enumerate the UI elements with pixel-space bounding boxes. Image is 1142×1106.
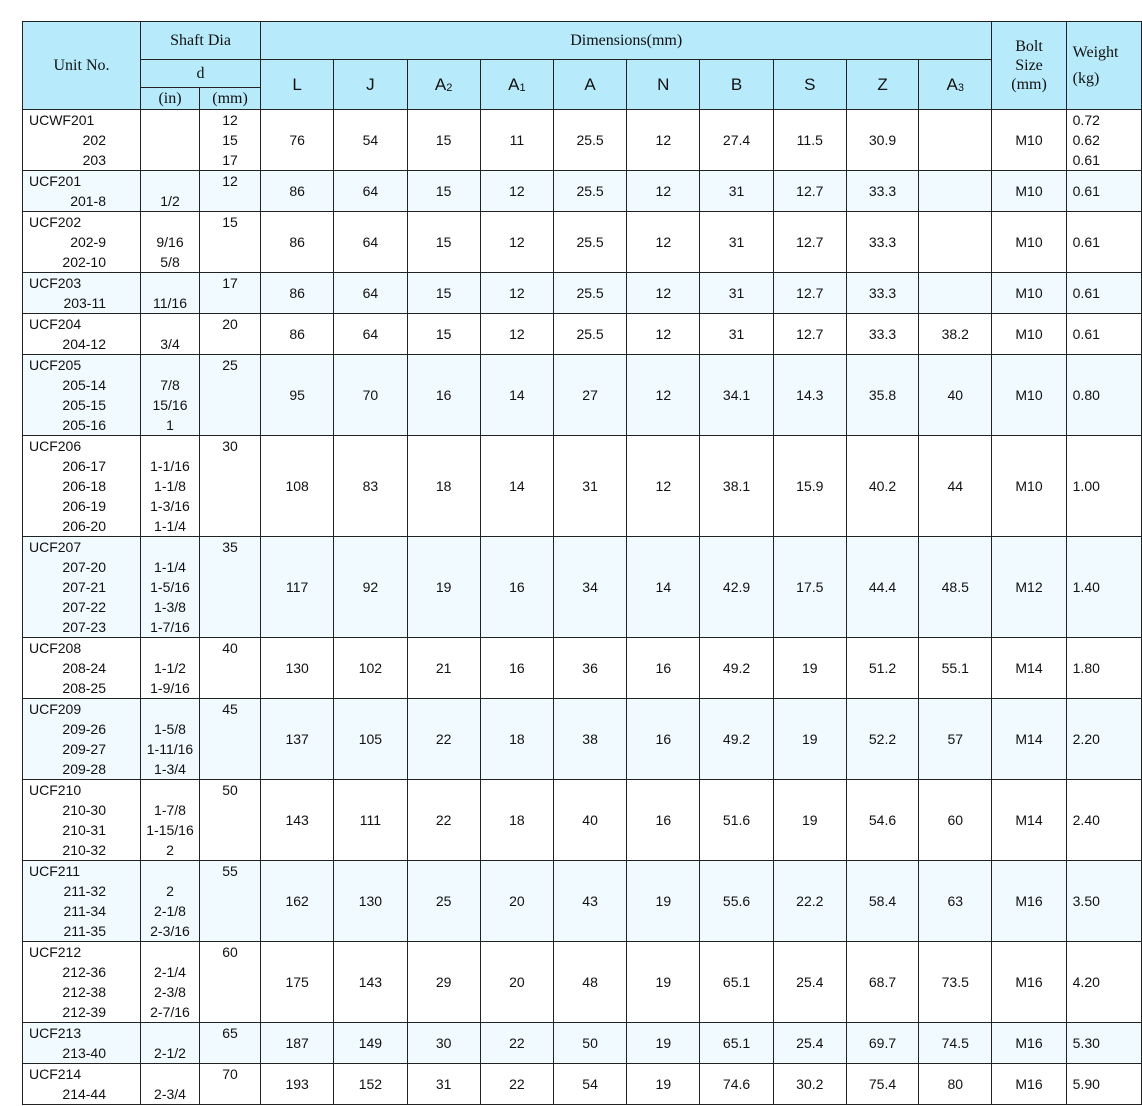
cell-l: 187 bbox=[261, 1023, 334, 1064]
cell-a2: 15 bbox=[407, 171, 480, 212]
cell-z: 33.3 bbox=[846, 314, 918, 355]
cell-j: 70 bbox=[334, 355, 407, 436]
cell-s: 12.7 bbox=[773, 212, 846, 273]
cell-l: 130 bbox=[261, 638, 334, 699]
weight-cell: 2.20 bbox=[1066, 699, 1141, 780]
cell-s: 19 bbox=[773, 699, 846, 780]
cell-bolt: M14 bbox=[992, 699, 1066, 780]
cell-a: 50 bbox=[553, 1023, 626, 1064]
cell-bolt: M16 bbox=[992, 1023, 1066, 1064]
cell-a: 25.5 bbox=[553, 110, 626, 171]
cell-l: 117 bbox=[261, 537, 334, 638]
bearing-spec-table bbox=[22, 21, 1142, 1105]
cell-s: 15.9 bbox=[773, 436, 846, 537]
cell-b: 51.6 bbox=[700, 780, 773, 861]
cell-bolt: M10 bbox=[992, 355, 1066, 436]
cell-a3 bbox=[919, 273, 992, 314]
cell-j: 111 bbox=[334, 780, 407, 861]
shaft-in-cell: 2-1/4 2-3/8 2-7/16 bbox=[141, 942, 200, 1023]
table-row bbox=[23, 1064, 1142, 1105]
cell-a1: 16 bbox=[480, 638, 553, 699]
cell-a2: 21 bbox=[407, 638, 480, 699]
cell-a2: 15 bbox=[407, 212, 480, 273]
cell-a1: 12 bbox=[480, 212, 553, 273]
cell-b: 31 bbox=[700, 273, 773, 314]
unit-no-cell: UCF212 212-36 212-38 212-39 bbox=[23, 942, 141, 1023]
cell-a: 25.5 bbox=[553, 314, 626, 355]
cell-z: 40.2 bbox=[846, 436, 918, 537]
weight-cell: 1.00 bbox=[1066, 436, 1141, 537]
cell-n: 16 bbox=[627, 699, 700, 780]
cell-bolt: M16 bbox=[992, 861, 1066, 942]
cell-a1: 12 bbox=[480, 273, 553, 314]
shaft-in-cell: 11/16 bbox=[141, 273, 200, 314]
cell-n: 12 bbox=[627, 273, 700, 314]
unit-no-cell: UCF208 208-24 208-25 bbox=[23, 638, 141, 699]
cell-z: 75.4 bbox=[846, 1064, 918, 1105]
cell-b: 27.4 bbox=[700, 110, 773, 171]
weight-cell: 4.20 bbox=[1066, 942, 1141, 1023]
cell-a: 40 bbox=[553, 780, 626, 861]
unit-no-cell: UCWF201 202 203 bbox=[23, 110, 141, 171]
cell-a1: 18 bbox=[480, 699, 553, 780]
weight-cell: 3.50 bbox=[1066, 861, 1141, 942]
cell-b: 74.6 bbox=[700, 1064, 773, 1105]
cell-bolt: M16 bbox=[992, 1064, 1066, 1105]
cell-s: 25.4 bbox=[773, 942, 846, 1023]
shaft-in-cell: 1-1/4 1-5/16 1-3/8 1-7/16 bbox=[141, 537, 200, 638]
cell-n: 16 bbox=[627, 780, 700, 861]
cell-a2: 15 bbox=[407, 110, 480, 171]
table-row bbox=[23, 273, 1142, 314]
unit-no-cell: UCF211 211-32 211-34 211-35 bbox=[23, 861, 141, 942]
shaft-in-cell: 9/16 5/8 bbox=[141, 212, 200, 273]
cell-a2: 19 bbox=[407, 537, 480, 638]
cell-a3: 63 bbox=[919, 861, 992, 942]
cell-n: 19 bbox=[627, 1023, 700, 1064]
cell-s: 19 bbox=[773, 638, 846, 699]
cell-z: 51.2 bbox=[846, 638, 918, 699]
cell-a3: 57 bbox=[919, 699, 992, 780]
cell-b: 31 bbox=[700, 314, 773, 355]
cell-j: 102 bbox=[334, 638, 407, 699]
shaft-dia-header: Shaft Dia bbox=[141, 22, 261, 60]
cell-j: 130 bbox=[334, 861, 407, 942]
cell-b: 34.1 bbox=[700, 355, 773, 436]
cell-b: 49.2 bbox=[700, 638, 773, 699]
cell-b: 65.1 bbox=[700, 1023, 773, 1064]
table-row bbox=[23, 942, 1142, 1023]
shaft-in-cell: 1/2 bbox=[141, 171, 200, 212]
dim-header: $A_2$ bbox=[407, 60, 480, 110]
cell-l: 86 bbox=[261, 273, 334, 314]
cell-z: 35.8 bbox=[846, 355, 918, 436]
shaft-mm-cell: 15 bbox=[200, 212, 261, 273]
cell-n: 12 bbox=[627, 436, 700, 537]
cell-bolt: M10 bbox=[992, 212, 1066, 273]
unit-no-cell: UCF214 214-44 bbox=[23, 1064, 141, 1105]
cell-n: 12 bbox=[627, 355, 700, 436]
cell-a: 48 bbox=[553, 942, 626, 1023]
table-row bbox=[23, 436, 1142, 537]
cell-a1: 14 bbox=[480, 436, 553, 537]
cell-a2: 25 bbox=[407, 861, 480, 942]
dim-header: Z bbox=[846, 60, 918, 110]
cell-s: 14.3 bbox=[773, 355, 846, 436]
cell-l: 137 bbox=[261, 699, 334, 780]
cell-a2: 31 bbox=[407, 1064, 480, 1105]
cell-a: 43 bbox=[553, 861, 626, 942]
table-row bbox=[23, 699, 1142, 780]
cell-bolt: M10 bbox=[992, 314, 1066, 355]
unit-no-cell: UCF205 205-14 205-15 205-16 bbox=[23, 355, 141, 436]
cell-bolt: M10 bbox=[992, 436, 1066, 537]
cell-bolt: M16 bbox=[992, 942, 1066, 1023]
cell-s: 17.5 bbox=[773, 537, 846, 638]
cell-n: 19 bbox=[627, 942, 700, 1023]
unit-no-cell: UCF202 202-9 202-10 bbox=[23, 212, 141, 273]
cell-z: 58.4 bbox=[846, 861, 918, 942]
cell-z: 33.3 bbox=[846, 273, 918, 314]
shaft-mm-cell: 30 bbox=[200, 436, 261, 537]
cell-j: 83 bbox=[334, 436, 407, 537]
dim-header: A bbox=[553, 60, 626, 110]
shaft-in-cell: 1-1/16 1-1/8 1-3/16 1-1/4 bbox=[141, 436, 200, 537]
weight-cell: 1.40 bbox=[1066, 537, 1141, 638]
cell-a3: 60 bbox=[919, 780, 992, 861]
cell-l: 86 bbox=[261, 212, 334, 273]
cell-a: 27 bbox=[553, 355, 626, 436]
cell-bolt: M12 bbox=[992, 537, 1066, 638]
table-row bbox=[23, 314, 1142, 355]
unit-no-cell: UCF207 207-20 207-21 207-22 207-23 bbox=[23, 537, 141, 638]
cell-l: 162 bbox=[261, 861, 334, 942]
cell-l: 193 bbox=[261, 1064, 334, 1105]
cell-a1: 14 bbox=[480, 355, 553, 436]
weight-cell: 0.61 bbox=[1066, 171, 1141, 212]
cell-n: 12 bbox=[627, 110, 700, 171]
cell-a1: 22 bbox=[480, 1023, 553, 1064]
cell-z: 69.7 bbox=[846, 1023, 918, 1064]
shaft-mm-cell: 70 bbox=[200, 1064, 261, 1105]
cell-a1: 20 bbox=[480, 942, 553, 1023]
table-body bbox=[23, 110, 1142, 1105]
table-row bbox=[23, 780, 1142, 861]
cell-b: 31 bbox=[700, 171, 773, 212]
shaft-mm-cell: 50 bbox=[200, 780, 261, 861]
cell-a: 36 bbox=[553, 638, 626, 699]
cell-j: 105 bbox=[334, 699, 407, 780]
cell-a3 bbox=[919, 171, 992, 212]
cell-s: 19 bbox=[773, 780, 846, 861]
cell-bolt: M14 bbox=[992, 780, 1066, 861]
cell-j: 149 bbox=[334, 1023, 407, 1064]
table-row bbox=[23, 638, 1142, 699]
cell-b: 65.1 bbox=[700, 942, 773, 1023]
shaft-in-cell: 1-1/2 1-9/16 bbox=[141, 638, 200, 699]
table-row bbox=[23, 1023, 1142, 1064]
shaft-mm-cell: 12 bbox=[200, 171, 261, 212]
cell-a3: 38.2 bbox=[919, 314, 992, 355]
shaft-in-cell: 2-1/2 bbox=[141, 1023, 200, 1064]
dim-header: L bbox=[261, 60, 334, 110]
weight-cell: 0.72 0.62 0.61 bbox=[1066, 110, 1141, 171]
cell-bolt: M10 bbox=[992, 171, 1066, 212]
cell-n: 12 bbox=[627, 212, 700, 273]
cell-a1: 16 bbox=[480, 537, 553, 638]
cell-j: 143 bbox=[334, 942, 407, 1023]
shaft-mm-cell: 12 15 17 bbox=[200, 110, 261, 171]
cell-n: 14 bbox=[627, 537, 700, 638]
cell-j: 92 bbox=[334, 537, 407, 638]
cell-j: 152 bbox=[334, 1064, 407, 1105]
unit-no-header: Unit No. bbox=[23, 22, 141, 110]
cell-a2: 15 bbox=[407, 273, 480, 314]
cell-bolt: M14 bbox=[992, 638, 1066, 699]
cell-b: 42.9 bbox=[700, 537, 773, 638]
weight-cell: 1.80 bbox=[1066, 638, 1141, 699]
cell-a2: 22 bbox=[407, 780, 480, 861]
cell-a3: 80 bbox=[919, 1064, 992, 1105]
dim-header: J bbox=[334, 60, 407, 110]
cell-a1: 18 bbox=[480, 780, 553, 861]
shaft-mm-cell: 60 bbox=[200, 942, 261, 1023]
cell-a: 54 bbox=[553, 1064, 626, 1105]
spec-table-container bbox=[22, 21, 1119, 1105]
unit-no-cell: UCF204 204-12 bbox=[23, 314, 141, 355]
cell-bolt: M10 bbox=[992, 273, 1066, 314]
cell-s: 30.2 bbox=[773, 1064, 846, 1105]
cell-j: 64 bbox=[334, 171, 407, 212]
table-row bbox=[23, 355, 1142, 436]
cell-b: 38.1 bbox=[700, 436, 773, 537]
dim-header: N bbox=[627, 60, 700, 110]
mm-header: (mm) bbox=[200, 88, 261, 110]
cell-s: 12.7 bbox=[773, 273, 846, 314]
cell-a: 25.5 bbox=[553, 171, 626, 212]
in-header: (in) bbox=[141, 88, 200, 110]
cell-z: 54.6 bbox=[846, 780, 918, 861]
cell-a2: 16 bbox=[407, 355, 480, 436]
bolt-size-header: Bolt Size (mm) bbox=[992, 22, 1066, 110]
cell-a: 38 bbox=[553, 699, 626, 780]
cell-b: 55.6 bbox=[700, 861, 773, 942]
cell-l: 108 bbox=[261, 436, 334, 537]
cell-a1: 20 bbox=[480, 861, 553, 942]
weight-header: Weight (kg) bbox=[1066, 22, 1141, 110]
cell-n: 16 bbox=[627, 638, 700, 699]
shaft-mm-cell: 35 bbox=[200, 537, 261, 638]
cell-l: 86 bbox=[261, 171, 334, 212]
cell-a1: 22 bbox=[480, 1064, 553, 1105]
cell-s: 22.2 bbox=[773, 861, 846, 942]
d-header: d bbox=[141, 60, 261, 88]
unit-no-cell: UCF209 209-26 209-27 209-28 bbox=[23, 699, 141, 780]
shaft-mm-cell: 45 bbox=[200, 699, 261, 780]
cell-s: 25.4 bbox=[773, 1023, 846, 1064]
dimensions-header: Dimensions(mm) bbox=[261, 22, 992, 60]
cell-a: 25.5 bbox=[553, 212, 626, 273]
cell-a: 25.5 bbox=[553, 273, 626, 314]
cell-a: 31 bbox=[553, 436, 626, 537]
cell-z: 30.9 bbox=[846, 110, 918, 171]
shaft-in-cell: 2-3/4 bbox=[141, 1064, 200, 1105]
cell-j: 64 bbox=[334, 273, 407, 314]
cell-j: 64 bbox=[334, 314, 407, 355]
shaft-mm-cell: 40 bbox=[200, 638, 261, 699]
shaft-in-cell: 2 2-1/8 2-3/16 bbox=[141, 861, 200, 942]
dim-header: $A_1$ bbox=[480, 60, 553, 110]
cell-a3: 74.5 bbox=[919, 1023, 992, 1064]
cell-j: 64 bbox=[334, 212, 407, 273]
cell-l: 76 bbox=[261, 110, 334, 171]
weight-cell: 2.40 bbox=[1066, 780, 1141, 861]
shaft-mm-cell: 20 bbox=[200, 314, 261, 355]
cell-b: 31 bbox=[700, 212, 773, 273]
cell-a3 bbox=[919, 212, 992, 273]
cell-z: 52.2 bbox=[846, 699, 918, 780]
table-row bbox=[23, 171, 1142, 212]
shaft-mm-cell: 65 bbox=[200, 1023, 261, 1064]
cell-a3 bbox=[919, 110, 992, 171]
cell-n: 19 bbox=[627, 861, 700, 942]
cell-b: 49.2 bbox=[700, 699, 773, 780]
weight-cell: 0.61 bbox=[1066, 314, 1141, 355]
cell-a3: 40 bbox=[919, 355, 992, 436]
cell-a2: 30 bbox=[407, 1023, 480, 1064]
shaft-in-cell: 1-7/8 1-15/16 2 bbox=[141, 780, 200, 861]
table-row bbox=[23, 212, 1142, 273]
table-header bbox=[23, 22, 1142, 110]
cell-j: 54 bbox=[334, 110, 407, 171]
cell-bolt: M10 bbox=[992, 110, 1066, 171]
unit-no-cell: UCF210 210-30 210-31 210-32 bbox=[23, 780, 141, 861]
shaft-mm-cell: 17 bbox=[200, 273, 261, 314]
weight-cell: 0.61 bbox=[1066, 212, 1141, 273]
cell-z: 68.7 bbox=[846, 942, 918, 1023]
unit-no-cell: UCF201 201-8 bbox=[23, 171, 141, 212]
table-row bbox=[23, 537, 1142, 638]
cell-l: 95 bbox=[261, 355, 334, 436]
weight-cell: 0.61 bbox=[1066, 273, 1141, 314]
table-row bbox=[23, 110, 1142, 171]
cell-z: 33.3 bbox=[846, 171, 918, 212]
cell-a2: 22 bbox=[407, 699, 480, 780]
unit-no-cell: UCF213 213-40 bbox=[23, 1023, 141, 1064]
cell-a2: 29 bbox=[407, 942, 480, 1023]
cell-a1: 12 bbox=[480, 171, 553, 212]
cell-l: 86 bbox=[261, 314, 334, 355]
cell-a3: 55.1 bbox=[919, 638, 992, 699]
dim-header: $A_3$ bbox=[919, 60, 992, 110]
shaft-mm-cell: 25 bbox=[200, 355, 261, 436]
shaft-mm-cell: 55 bbox=[200, 861, 261, 942]
cell-a: 34 bbox=[553, 537, 626, 638]
weight-cell: 5.30 bbox=[1066, 1023, 1141, 1064]
cell-a1: 12 bbox=[480, 314, 553, 355]
shaft-in-cell: 1-5/8 1-11/16 1-3/4 bbox=[141, 699, 200, 780]
cell-a2: 15 bbox=[407, 314, 480, 355]
shaft-in-cell: 3/4 bbox=[141, 314, 200, 355]
dim-header: S bbox=[773, 60, 846, 110]
cell-a2: 18 bbox=[407, 436, 480, 537]
cell-s: 12.7 bbox=[773, 171, 846, 212]
cell-a3: 73.5 bbox=[919, 942, 992, 1023]
cell-l: 143 bbox=[261, 780, 334, 861]
cell-a3: 44 bbox=[919, 436, 992, 537]
unit-no-cell: UCF206 206-17 206-18 206-19 206-20 bbox=[23, 436, 141, 537]
cell-n: 12 bbox=[627, 314, 700, 355]
cell-a1: 11 bbox=[480, 110, 553, 171]
shaft-in-cell bbox=[141, 110, 200, 171]
cell-s: 12.7 bbox=[773, 314, 846, 355]
cell-z: 33.3 bbox=[846, 212, 918, 273]
weight-cell: 0.80 bbox=[1066, 355, 1141, 436]
dim-header: B bbox=[700, 60, 773, 110]
weight-cell: 5.90 bbox=[1066, 1064, 1141, 1105]
cell-l: 175 bbox=[261, 942, 334, 1023]
cell-a3: 48.5 bbox=[919, 537, 992, 638]
unit-no-cell: UCF203 203-11 bbox=[23, 273, 141, 314]
cell-n: 12 bbox=[627, 171, 700, 212]
cell-n: 19 bbox=[627, 1064, 700, 1105]
cell-z: 44.4 bbox=[846, 537, 918, 638]
cell-s: 11.5 bbox=[773, 110, 846, 171]
table-row bbox=[23, 861, 1142, 942]
shaft-in-cell: 7/8 15/16 1 bbox=[141, 355, 200, 436]
